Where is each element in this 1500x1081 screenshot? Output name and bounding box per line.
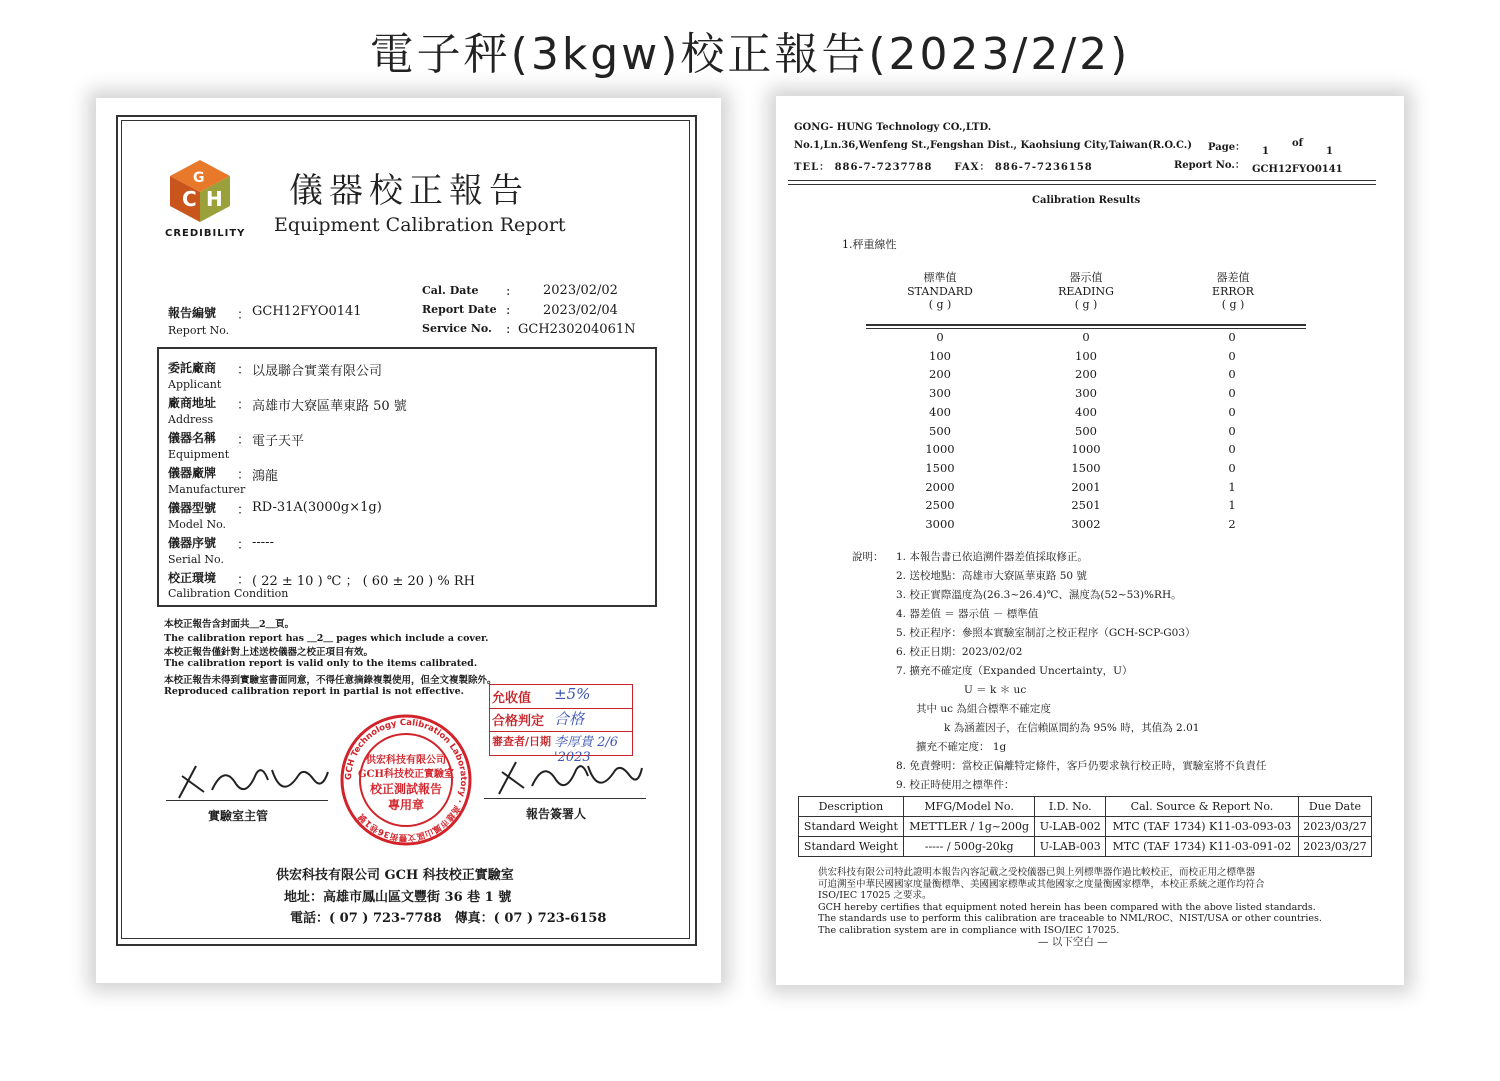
title-cn: 儀器校正報告 <box>289 171 529 211</box>
remark-2: 2. 送校地點：高雄市大寮區華東路 50 號 <box>896 570 1087 582</box>
seal-ring-text: GCH Technology Calibration Laboratory · 高雄市鳳山區文豐街36巷1號 <box>343 717 469 843</box>
reading-value: 3002 <box>1071 517 1101 531</box>
standard-value: 2000 <box>925 479 955 494</box>
standard-value: 2500 <box>925 498 955 513</box>
company-address: No.1,Ln.36,Wenfeng St.,Fengshan Dist., Kaohsiung City,Taiwan(R.O.C.) <box>794 140 1192 151</box>
remark-6: 6. 校正日期：2023/02/02 <box>896 646 1023 658</box>
report-date: 2023/02/04 <box>543 303 618 318</box>
standard-value: 200 <box>929 367 951 382</box>
address-value: 高雄市大寮區華東路 50 號 <box>252 399 407 414</box>
manufacturer-label-cn: 儀器廠牌 <box>168 466 217 480</box>
address-label-en: Address <box>168 413 214 426</box>
service-no: GCH230204061N <box>518 322 636 337</box>
logo-text: CREDIBILITY <box>165 228 246 239</box>
error-value: 0 <box>1228 348 1236 363</box>
seal-line-3: 校正測試報告 <box>369 782 443 796</box>
report-date-label: Report Date <box>422 303 497 316</box>
remark-9: 9. 校正時使用之標準件： <box>896 779 1015 791</box>
page-title: 電子秤(3kgw)校正報告(2023/2/2) <box>369 29 1131 80</box>
standard-value: 100 <box>929 348 951 363</box>
model-value: RD-31A(3000g×1g) <box>252 500 382 515</box>
standard-value: 1000 <box>925 442 955 457</box>
applicant-label-cn: 委託廠商 <box>168 361 217 375</box>
equipment-label-en: Equipment <box>168 448 230 461</box>
error-value: 1 <box>1228 498 1236 513</box>
note-pages-en: The calibration report has ＿2＿ pages which include a cover. <box>164 633 489 644</box>
standard-value: 300 <box>929 386 951 401</box>
acceptance-label: 允收值 <box>492 691 532 706</box>
serial-value: ----- <box>252 535 274 550</box>
section-title: Calibration Results <box>1032 195 1141 206</box>
condition-label-cn: 校正環境 <box>168 571 217 585</box>
reading-value: 200 <box>1075 367 1097 382</box>
error-value: 0 <box>1228 442 1236 457</box>
standards-table <box>798 796 1372 857</box>
remarks-label: 說明： <box>852 551 884 563</box>
acceptance-value: ±5% <box>554 685 591 703</box>
footer-phone: 電話：( 07 ) 723-7788 傳真：( 07 ) 723-6158 <box>290 911 607 926</box>
end-of-report-mark: — 以下空白 — <box>1038 936 1108 948</box>
certification-statement: 供宏科技有限公司特此證明本報告內容記載之受校儀器已與上列標準器作過比較校正，而校正用之標準器 可追溯至中華民國國家度量衡標準、美國國家標準或其他國家之度量衡國家標準，本校正系統之運作均符合 ISO/IEC 17025 之要求。 GCH hereby certifies that equipment noted herein has been compared with the above listed standards. The standards use to perform this calibration are traceable to NML/ROC、NIST/USA or other countries. The calibration system are in compliance with ISO/IEC 17025. <box>818 867 1322 936</box>
report-no-label-en: Report No. <box>168 324 230 337</box>
title-en: Equipment Calibration Report <box>274 214 566 236</box>
applicant-value: 以晟聯合實業有限公司 <box>252 364 383 379</box>
standard-value: 3000 <box>925 517 955 531</box>
formula-note-k: k 為涵蓋因子，在信賴區間約為 95% 時，其值為 2.01 <box>944 722 1200 734</box>
note-pages-cn: 本校正報告含封面共＿2＿頁。 <box>164 619 295 630</box>
note-valid-en: The calibration report is valid only to the items calibrated. <box>164 658 478 669</box>
calibration-certificate-cover: C H G CREDIBILITY 儀器校正報告 Equipment Calibration Report 報告編號 Report No. ： GCH12FYO0141 Cal. Date : 2023/02/02 Report Date : 2023/02/04 Service No. : GCH230204061N 委託廠商 Applicant ： 以晟聯合實業有限公司 廠商地址 Address ： 高雄市大寮區華東路 50 號 儀器名稱 Equipment ： 電子天平 儀器廠牌 Manufacturer ： 鴻龍 儀器型號 Model No. ： RD-31A(3000g×1g) 儀器序號 Serial No. ： ----- 校正環境 Calibration Condition ： ( 22 ± 10 ) ℃ ； ( 60 ± 20 ) % RH 本校正報告含封面共＿2＿頁。 The calibration report has ＿2＿ pages which include a cover. 本校正報告僅針對上述送校儀器之校正項目有效。 The calibration report is valid only to the items calibrated. 本校正報告未得到實驗室書面同意，不得任意摘錄複製使用，但全文複製除外。 Reproduced calibration report in partial is not effective. 允收值 ±5% 合格判定 合格 審查者/日期 李厚貴 2/6 '2023 GCH Technology Calibration Laboratory · 高雄市鳳山區文豐街36巷1號 供宏科技有限公司 GCH科技校正實驗室 校正測試報告 專用章 實驗室主管 報告簽署人 供宏科技有限公司 GCH 科技校正實驗室 地址：高雄市鳳山區文豐街 36 巷 1 號 電話：( 07 ) 723-7788 傳真：( 07 ) 723-6158 <box>96 98 721 983</box>
error-value: 0 <box>1228 460 1236 475</box>
model-label-en: Model No. <box>168 518 227 531</box>
error-value: 1 <box>1228 479 1236 494</box>
svg-text:G: G <box>193 170 205 186</box>
reading-value: 500 <box>1075 423 1097 438</box>
laboratory-seal-icon <box>339 713 473 847</box>
equipment-label-cn: 儀器名稱 <box>168 431 217 445</box>
reading-value: 2001 <box>1071 479 1101 494</box>
footer-address: 地址：高雄市鳳山區文豐街 36 巷 1 號 <box>284 890 512 905</box>
report-no: GCH12FYO0141 <box>252 304 362 319</box>
serial-label-cn: 儀器序號 <box>168 536 217 550</box>
applicant-info-box: 委託廠商 Applicant ： 以晟聯合實業有限公司 廠商地址 Address ： 高雄市大寮區華東路 50 號 儀器名稱 Equipment ： 電子天平 儀器廠牌 Manufacturer ： 鴻龍 儀器型號 Model No. ： RD-31A(3000g×1g) 儀器序號 Serial No. ： ----- 校正環境 Calibration Condition ： ( 22 ± 10 ) ℃ ； ( 60 ± 20 ) % RH <box>157 347 657 607</box>
reading-value: 0 <box>1082 330 1090 344</box>
remark-7: 7. 擴充不確定度（Expanded Uncertainty，U） <box>896 665 1133 677</box>
reading-value: 300 <box>1075 386 1097 401</box>
svg-text:C: C <box>182 187 197 211</box>
col-reading-header: 器示值 READING ( g ) <box>1058 271 1114 311</box>
reading-value: 100 <box>1075 348 1097 363</box>
condition-label-en: Calibration Condition <box>168 587 289 600</box>
company-contact: TEL： 886-7-7237788 FAX： 886-7-7236158 <box>794 162 1093 173</box>
service-no-label: Service No. <box>422 322 492 335</box>
total-pages: 1 <box>1326 146 1333 157</box>
seal-line-4: 專用章 <box>387 798 425 812</box>
col-error-header: 器差值 ERROR ( g ) <box>1212 271 1254 311</box>
standards-row: Standard Weight METTLER / 1g~200g U-LAB-002 MTC (TAF 1734) K11-03-093-03 2023/03/27 <box>799 817 1372 837</box>
applicant-label-en: Applicant <box>168 378 222 391</box>
standard-value: 500 <box>929 423 951 438</box>
condition-value: ( 22 ± 10 ) ℃ ； ( 60 ± 20 ) % RH <box>252 574 475 589</box>
remark-4: 4. 器差值 ＝ 器示值 － 標準值 <box>896 608 1039 620</box>
address-label-cn: 廠商地址 <box>168 396 217 410</box>
manufacturer-label-en: Manufacturer <box>168 483 246 496</box>
reviewer-label: 審查者/日期 <box>492 735 552 748</box>
calibration-results-page <box>776 96 1404 985</box>
standards-row: Standard Weight ----- / 500g-20kg U-LAB-003 MTC (TAF 1734) K11-03-091-02 2023/03/27 <box>799 837 1372 857</box>
model-label-cn: 儀器型號 <box>168 501 217 515</box>
remark-1: 1. 本報告書已依追溯件器差值採取修正。 <box>896 551 1088 563</box>
remark-3: 3. 校正實際溫度為(26.3~26.4)℃、濕度為(52~53)%RH。 <box>896 589 1182 601</box>
report-signer-signature <box>494 758 644 802</box>
error-value: 0 <box>1228 423 1236 438</box>
standard-value: 400 <box>929 404 951 419</box>
remark-5: 5. 校正程序：參照本實驗室制訂之校正程序（GCH-SCP-G03） <box>896 627 1196 639</box>
error-value: 0 <box>1228 386 1236 401</box>
report-no-label: Report No.： <box>1174 160 1245 171</box>
error-value: 2 <box>1228 517 1236 531</box>
seal-line-2: GCH科技校正實驗室 <box>358 769 454 780</box>
standards-header-row: Description MFG/Model No. I.D. No. Cal. Source & Report No. Due Date <box>799 797 1372 817</box>
cal-date-label: Cal. Date <box>422 284 479 297</box>
of-label: of <box>1292 138 1303 149</box>
reading-value: 1500 <box>1071 460 1101 475</box>
acceptance-stamp <box>489 684 633 765</box>
serial-label-en: Serial No. <box>168 553 224 566</box>
svg-text:GCH Technology Calibration Lab <box>344 718 468 843</box>
judgement-label: 合格判定 <box>492 714 545 729</box>
cal-date: 2023/02/02 <box>543 283 618 298</box>
note-valid-cn: 本校正報告僅針對上述送校儀器之校正項目有效。 <box>164 647 374 658</box>
formula-note-uc: 其中 uc 為組合標準不確定度 <box>916 703 1051 715</box>
reading-value: 400 <box>1075 404 1097 419</box>
error-value: 0 <box>1228 404 1236 419</box>
error-value: 0 <box>1228 330 1236 344</box>
report-signer-role: 報告簽署人 <box>526 807 587 821</box>
standard-value: 0 <box>936 330 944 344</box>
gch-cube-logo-icon <box>166 158 234 224</box>
standard-value: 1500 <box>925 460 955 475</box>
error-value: 0 <box>1228 367 1236 382</box>
page-number: 1 <box>1262 146 1269 157</box>
reading-value: 2501 <box>1071 498 1101 513</box>
uncertainty-formula: U ＝ k ＊ uc <box>964 684 1027 696</box>
report-no-label-cn: 報告編號 <box>168 306 217 320</box>
col-standard-header: 標準值 STANDARD ( g ) <box>907 271 973 311</box>
equipment-value: 電子天平 <box>252 434 305 449</box>
note-reproduce-en: Reproduced calibration report in partial is not effective. <box>164 686 464 697</box>
report-no: GCH12FYO0141 <box>1252 164 1343 175</box>
judgement-value: 合格 <box>554 710 585 728</box>
lab-supervisor-role: 實驗室主管 <box>208 809 269 823</box>
footer-company: 供宏科技有限公司 GCH 科技校正實驗室 <box>276 868 514 883</box>
seal-line-1: 供宏科技有限公司 <box>366 755 446 766</box>
company-name: GONG- HUNG Technology CO.,LTD. <box>794 122 992 133</box>
note-reproduce-cn: 本校正報告未得到實驗室書面同意，不得任意摘錄複製使用，但全文複製除外。 <box>164 675 497 686</box>
expanded-uncertainty: 擴充不確定度： 1g <box>916 741 1007 753</box>
svg-text:H: H <box>206 187 223 211</box>
reviewer-value: 李厚貴 2/6 '2023 <box>554 735 619 765</box>
remark-8: 8. 免責聲明：當校正偏離特定條件，客戶仍要求執行校正時，實驗室將不負責任 <box>896 760 1267 772</box>
manufacturer-value: 鴻龍 <box>252 469 279 484</box>
reading-value: 1000 <box>1071 442 1101 457</box>
subsection-title: 1.秤重線性 <box>842 238 897 251</box>
page-label: Page： <box>1208 142 1246 153</box>
